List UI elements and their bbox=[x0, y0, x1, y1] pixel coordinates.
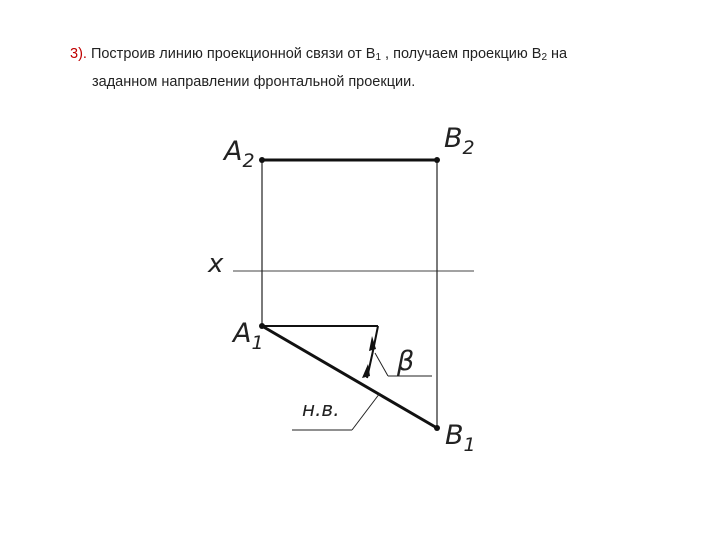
point-a1 bbox=[259, 323, 265, 329]
label-a1: $A_1$ bbox=[233, 318, 264, 354]
point-b1 bbox=[434, 425, 440, 431]
caption-sub-1: 1 bbox=[375, 52, 381, 63]
label-true-size: н.в. bbox=[302, 397, 340, 421]
label-beta: β bbox=[397, 346, 415, 377]
caption-part-3: на bbox=[547, 46, 568, 62]
point-a2 bbox=[259, 157, 265, 163]
label-x-axis: x bbox=[208, 249, 224, 279]
caption-part-1: Построив линию проекционной связи от B bbox=[86, 46, 376, 62]
beta-leader bbox=[375, 353, 388, 376]
caption-part-2: , получаем проекцию B bbox=[381, 46, 542, 62]
label-b1: $B_1$ bbox=[445, 420, 476, 456]
label-a2: $A_2$ bbox=[224, 136, 255, 172]
label-b2: $B_2$ bbox=[444, 123, 475, 159]
segment-a1-b1 bbox=[262, 326, 437, 428]
caption-line-2: заданном направлении фронтальной проекции. bbox=[92, 74, 416, 90]
step-number: 3). bbox=[70, 46, 87, 62]
caption-sub-2: 2 bbox=[541, 52, 548, 63]
true-size-leader bbox=[352, 393, 380, 430]
point-b2 bbox=[434, 157, 440, 163]
